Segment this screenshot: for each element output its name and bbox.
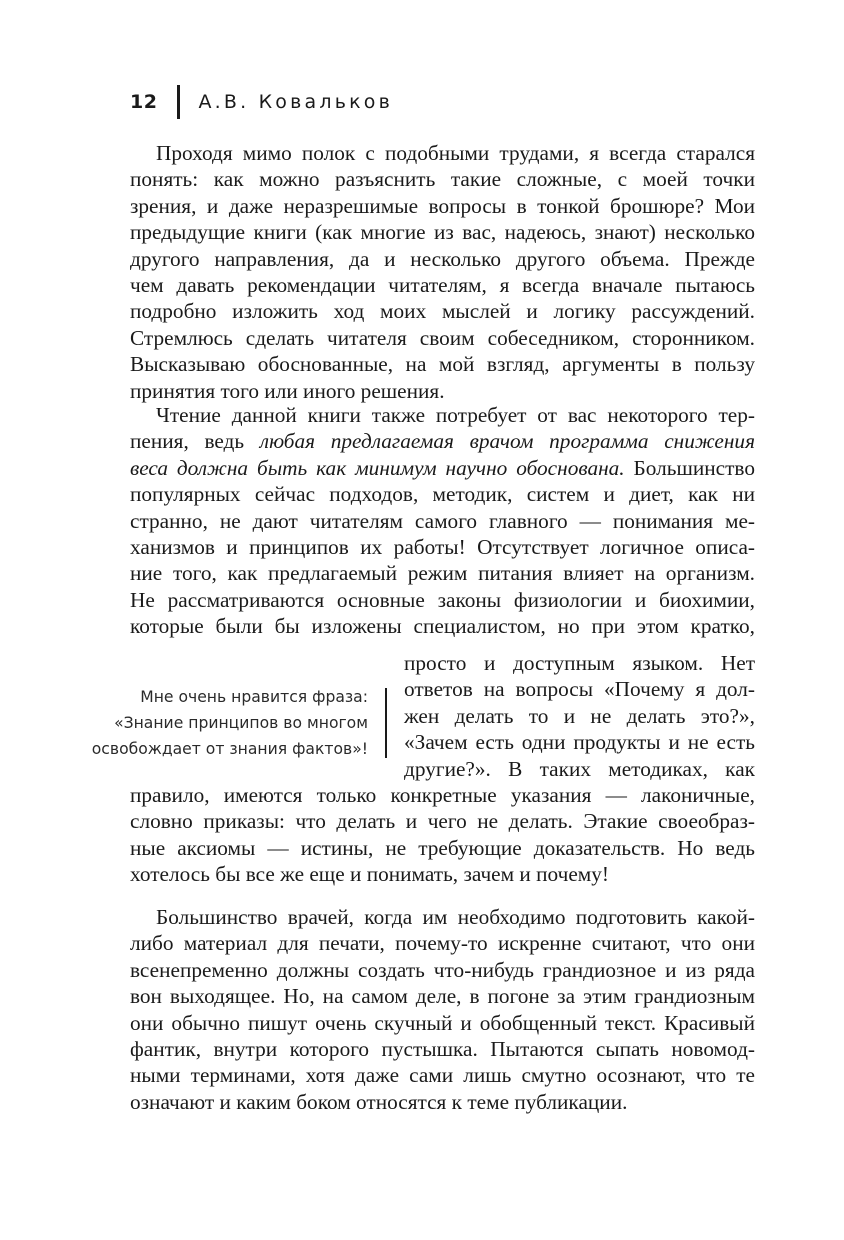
text-line: жен делать то и не делать это?»,	[404, 703, 755, 728]
text-line: правило, имеются только конкретные указания — лаконичные,	[130, 783, 755, 807]
text-line: ответов на вопросы «Почему я дол-	[404, 677, 755, 702]
text-line: Высказываю обоснованные, на мой взгляд, аргументы в пользу	[130, 352, 755, 377]
text-line: Чтение данной книги также потребует от вас некоторого тер-	[156, 403, 755, 427]
text-line: зрения, и даже неразрешимые вопросы в тонкой брошюре? Мои	[130, 193, 755, 218]
text-line: Стремлюсь сделать читателя своим собеседником, сторонником.	[130, 325, 755, 350]
text-line: ние того, как предлагаемый режим питания влияет на организм.	[130, 561, 755, 586]
text-line: подробно изложить ход моих мыслей и логику рассуждений.	[130, 299, 755, 324]
text-line: означают и каким боком относятся к теме публикации.	[130, 1089, 628, 1114]
text-run: пения, ведь	[130, 429, 260, 454]
sidebar-quote	[90, 684, 368, 762]
text-line: принятия того или иного решения.	[130, 378, 445, 403]
italic-emphasis: веса должна быть как минимум научно обоснована.	[130, 455, 625, 480]
quote-line: Мне очень нравится фраза:	[140, 688, 368, 706]
text-line: «Зачем есть одни продукты и не есть	[404, 730, 755, 755]
text-line: Большинство врачей, когда им необходимо подготовить какой-	[156, 905, 755, 929]
paragraph-2	[130, 402, 755, 640]
page-number: 12	[130, 91, 158, 113]
text-line: они обычно пишут очень скучный и обобщенный текст. Красивый	[130, 1010, 755, 1035]
author-name: А.В. Ковальков	[198, 91, 393, 113]
text-line: странно, не дают читателям самого главного — понимания ме-	[130, 508, 755, 533]
text-line: просто и доступным языком. Нет	[404, 651, 755, 675]
text-line: Проходя мимо полок с подобными трудами, я всегда старался	[156, 141, 755, 165]
text-line: фантик, внутри которого пустышка. Пытаются сыпать новомод-	[130, 1037, 755, 1062]
quote-divider	[385, 688, 387, 758]
text-line: вон выходящее. Но, на самом деле, в погоне за этим грандиозным	[130, 984, 755, 1009]
paragraph-2-continued	[130, 782, 755, 888]
text-line: чем давать рекомендации читателям, я всегда вначале пытаюсь	[130, 273, 755, 298]
paragraph-1	[130, 140, 755, 404]
text-line: ными терминами, хотя даже сами лишь смутно осознают, что те	[130, 1063, 755, 1088]
header-divider	[177, 85, 180, 119]
text-line: словно приказы: что делать и чего не делать. Этакие своеобраз-	[130, 809, 755, 834]
text-line: которые были бы изложены специалистом, но при этом кратко,	[130, 614, 755, 639]
quote-line: освобождает от знания фактов»!	[91, 740, 368, 758]
text-line: Не рассматриваются основные законы физиологии и биохимии,	[130, 587, 755, 612]
paragraph-3	[130, 904, 755, 1115]
text-line	[130, 428, 755, 454]
text-run: Большинство	[624, 455, 755, 480]
text-line: либо материал для печати, почему-то искренне считают, что они	[130, 931, 755, 956]
text-line: популярных сейчас подходов, методик, систем и диет, как ни	[130, 482, 755, 507]
text-line: понять: как можно разъяснить такие сложные, с моей точки	[130, 167, 755, 192]
text-line	[130, 455, 755, 481]
paragraph-2-wrapped-lines	[404, 650, 755, 782]
italic-emphasis: любая предлагаемая врачом программа снижения	[259, 429, 755, 454]
text-line: ные аксиомы — истины, не требующие доказательств. Но ведь	[130, 835, 755, 860]
text-line: другого направления, да и несколько другого объема. Прежде	[130, 246, 755, 271]
quote-line: «Знание принципов во многом	[114, 714, 368, 732]
text-line: всенепременно должны создать что-нибудь грандиозное и из ряда	[130, 957, 755, 982]
text-line: хотелось бы все же еще и понимать, зачем и почему!	[130, 862, 610, 887]
running-header	[130, 84, 393, 120]
text-line: другие?». В таких методиках, как	[404, 756, 755, 781]
text-line: ханизмов и принципов их работы! Отсутствует логичное описа-	[130, 535, 755, 560]
text-line: предыдущие книги (как многие из вас, надеюсь, знают) несколько	[130, 220, 755, 245]
